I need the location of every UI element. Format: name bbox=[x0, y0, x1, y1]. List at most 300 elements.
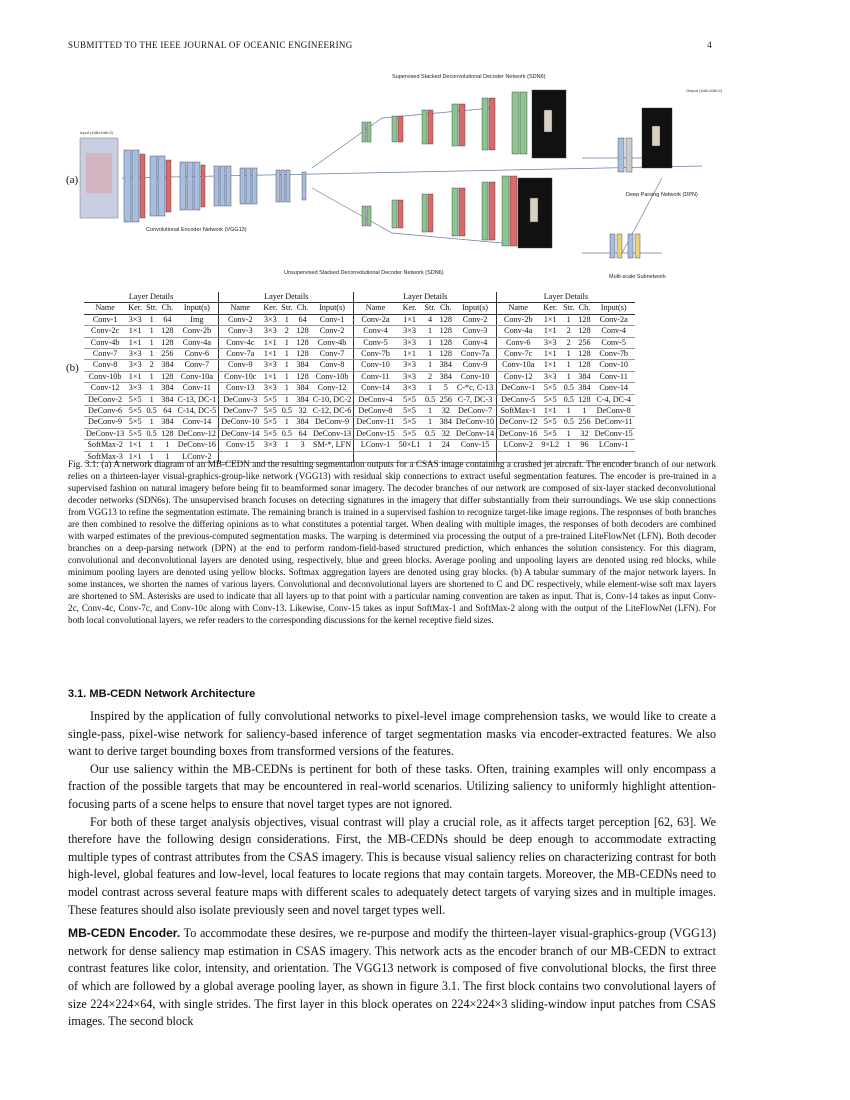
table-cell: 384 bbox=[296, 394, 309, 404]
table-cell: 3×3 bbox=[126, 349, 144, 360]
table-column-header: Name bbox=[84, 303, 126, 314]
table-cell: SoftMax-2 bbox=[84, 440, 126, 451]
table-cell: 0.5 bbox=[561, 417, 576, 428]
table-column-header: Ker. bbox=[539, 303, 561, 314]
table-cell: 3×3 bbox=[126, 383, 144, 394]
table-cell: 0.5 bbox=[422, 428, 437, 439]
table-cell: LConv-2 bbox=[497, 440, 540, 451]
table-cell: Conv-2 bbox=[454, 314, 497, 325]
table-cell: 3×3 bbox=[397, 326, 423, 337]
table-cell: Conv-11 bbox=[354, 371, 397, 382]
table-cell: 3×3 bbox=[261, 440, 279, 451]
table-cell: Conv-4b bbox=[84, 337, 126, 348]
table-cell: Conv-8 bbox=[311, 360, 354, 371]
table-cell: Conv-8 bbox=[84, 360, 126, 371]
table-cell: Conv-7a bbox=[454, 349, 497, 360]
table-cell: 5×5 bbox=[126, 417, 144, 428]
table-cell: 1 bbox=[279, 371, 294, 382]
table-cell: 5×5 bbox=[261, 428, 279, 439]
table-cell: 1 bbox=[144, 440, 159, 451]
table-cell: 1 bbox=[422, 440, 437, 451]
sdn-supervised-title: Supervised Stacked Deconvolutional Decoder Network (SDN6) bbox=[392, 74, 546, 80]
table-cell: 1 bbox=[279, 417, 294, 428]
table-cell: 4 bbox=[422, 314, 437, 325]
table-cell: Conv-11 bbox=[593, 371, 635, 382]
table-column-header: Name bbox=[219, 303, 262, 314]
sdn-unsupervised-title: Unsupervised Stacked Deconvolutional Decoder Network (SDN6) bbox=[284, 270, 444, 276]
layer-details-table bbox=[84, 292, 635, 463]
table-cell: DeConv-10 bbox=[219, 417, 262, 428]
table-cell: SM-*, LFN bbox=[311, 440, 354, 451]
table-cell: 128 bbox=[296, 371, 309, 381]
table-row bbox=[84, 417, 635, 428]
table-cell: 128 bbox=[578, 360, 591, 370]
table-cell: 1 bbox=[144, 349, 159, 360]
table-cell: 3×3 bbox=[261, 383, 279, 394]
table-cell: 384 bbox=[439, 360, 452, 370]
subsection-heading: MB-CEDN Encoder. bbox=[68, 926, 181, 941]
table-group-header: Layer Details bbox=[497, 292, 635, 303]
table-column-header: Input(s) bbox=[176, 303, 219, 314]
table-cell: 1×1 bbox=[539, 406, 561, 417]
table-row bbox=[84, 360, 635, 371]
table-cell: 1×1 bbox=[539, 314, 561, 325]
table-column-header: Ch. bbox=[159, 303, 175, 314]
section-heading: 3.1. MB-CEDN Network Architecture bbox=[68, 688, 256, 700]
table-cell: 3×3 bbox=[397, 383, 423, 394]
table-cell: Conv-9 bbox=[219, 360, 262, 371]
table-cell: DeConv-13 bbox=[311, 428, 354, 439]
table-cell: 1 bbox=[561, 371, 576, 382]
table-cell: 1 bbox=[279, 314, 294, 325]
table-cell: Conv-13 bbox=[219, 383, 262, 394]
table-cell: 5×5 bbox=[261, 394, 279, 405]
table-row bbox=[84, 349, 635, 360]
table-cell: 384 bbox=[161, 383, 174, 393]
table-cell: Conv-6 bbox=[176, 349, 219, 360]
table-cell: 64 bbox=[294, 428, 310, 439]
table-cell: 384 bbox=[161, 417, 174, 427]
table-cell: 1×1 bbox=[261, 337, 279, 348]
table-cell: Conv-4b bbox=[311, 337, 354, 348]
table-cell: 1×1 bbox=[261, 349, 279, 360]
table-cell: DeConv-9 bbox=[311, 417, 354, 428]
table-cell: Conv-4 bbox=[593, 326, 635, 337]
table-cell: 1 bbox=[422, 360, 437, 371]
table-cell: 5×5 bbox=[539, 394, 561, 405]
table-cell: LConv-1 bbox=[593, 440, 635, 451]
table-cell: DeConv-2 bbox=[84, 394, 126, 405]
table-cell: C-4, DC-4 bbox=[593, 394, 635, 405]
table-cell: 1×1 bbox=[539, 349, 561, 360]
table-cell: C-14, DC-5 bbox=[176, 406, 219, 417]
table-cell: Conv-14 bbox=[354, 383, 397, 394]
table-cell: 128 bbox=[161, 326, 174, 336]
table-column-header: Input(s) bbox=[593, 303, 635, 314]
table-column-header: Ch. bbox=[294, 303, 310, 314]
table-cell: DeConv-12 bbox=[176, 428, 219, 439]
table-cell: 384 bbox=[296, 383, 309, 393]
table-cell: 1 bbox=[279, 349, 294, 360]
table-cell: Conv-1 bbox=[84, 314, 126, 325]
table-cell: Conv-11 bbox=[176, 383, 219, 394]
table-cell: 1 bbox=[422, 326, 437, 337]
table-cell: 5 bbox=[438, 383, 454, 394]
paragraph: Inspired by the application of fully convolutional networks to pixel-level image comprehension tasks, we would like to create a single-pass, pixel-wise network for saliency-based inference of target segmentation masks via encoder-extracted features. We also want to derive target bounding boxes from transformed versions of the features. bbox=[68, 709, 716, 759]
table-cell: 5×5 bbox=[397, 428, 423, 439]
table-column-header: Name bbox=[497, 303, 540, 314]
table-cell: 32 bbox=[438, 406, 454, 417]
table-cell: 256 bbox=[439, 394, 452, 404]
table-cell: DeConv-16 bbox=[497, 428, 540, 439]
table-row bbox=[84, 383, 635, 394]
dpn-title: Deep Parsing Network (DPN) bbox=[626, 192, 698, 198]
table-cell: 3×3 bbox=[261, 360, 279, 371]
table-cell: 0.5 bbox=[422, 394, 437, 405]
table-cell: 2 bbox=[279, 326, 294, 337]
table-cell: 5×5 bbox=[126, 428, 144, 439]
table-cell: DeConv-7 bbox=[219, 406, 262, 417]
table-cell: 1 bbox=[422, 337, 437, 348]
table-cell: 384 bbox=[296, 417, 309, 427]
table-cell: 3×3 bbox=[539, 337, 561, 348]
table-cell: DeConv-16 bbox=[176, 440, 219, 451]
table-cell: 32 bbox=[576, 428, 592, 439]
table-cell: DeConv-15 bbox=[354, 428, 397, 439]
table-cell: DeConv-11 bbox=[593, 417, 635, 428]
table-cell: 1 bbox=[144, 371, 159, 382]
table-cell: Conv-5 bbox=[593, 337, 635, 348]
table-cell: Conv-7b bbox=[593, 349, 635, 360]
table-row bbox=[84, 337, 635, 348]
table-cell: 0.5 bbox=[279, 428, 294, 439]
table-cell: Conv-5 bbox=[354, 337, 397, 348]
table-cell: 1×1 bbox=[126, 326, 144, 337]
paragraph: Our use saliency within the MB-CEDNs is pertinent for both of these tasks. Often, training examples will only encompass a fraction of the possible targets that may be encountered in real-world scenarios. Utilizing saliency to uniformly highlight attention-focusing parts of a scene helps to ensure that novel target types are not ignored. bbox=[68, 761, 716, 811]
table-column-header: Str. bbox=[424, 303, 436, 313]
table-cell: DeConv-13 bbox=[86, 428, 125, 438]
table-cell: 50×L1 bbox=[398, 440, 421, 450]
table-cell: SoftMax-3 bbox=[84, 451, 126, 462]
table-cell: Conv-15 bbox=[454, 440, 497, 451]
table-row bbox=[84, 394, 635, 405]
table-cell: 64 bbox=[159, 314, 175, 325]
table-cell: Conv-2a bbox=[354, 314, 397, 325]
table-row bbox=[84, 326, 635, 337]
table-cell: 128 bbox=[439, 326, 452, 336]
table-cell: 2 bbox=[144, 360, 159, 371]
table-cell: Conv-4a bbox=[497, 326, 540, 337]
table-cell: 1×1 bbox=[539, 326, 561, 337]
table-cell: Conv-4a bbox=[176, 337, 219, 348]
table-row bbox=[84, 428, 635, 439]
table-cell: 3×3 bbox=[261, 314, 279, 325]
table-cell: Conv-10a bbox=[176, 371, 219, 382]
table-column-header: Ch. bbox=[438, 303, 454, 314]
table-cell: 384 bbox=[439, 371, 452, 381]
table-cell: Conv-2 bbox=[311, 326, 354, 337]
table-cell: SoftMax-1 bbox=[497, 406, 540, 417]
table-cell: 128 bbox=[439, 314, 452, 324]
table-cell: 128 bbox=[296, 326, 309, 336]
table-cell: 3×3 bbox=[126, 360, 144, 371]
table-cell: Conv-14 bbox=[176, 417, 219, 428]
table-cell: 128 bbox=[296, 337, 309, 347]
table-cell: Conv-12 bbox=[84, 383, 126, 394]
table-cell: C-*c, C-13 bbox=[454, 383, 497, 394]
table-column-header: Ker. bbox=[263, 303, 278, 313]
table-cell: 1 bbox=[144, 337, 159, 348]
table-cell: 1 bbox=[279, 360, 294, 371]
table-cell: 1 bbox=[279, 394, 294, 405]
table-cell: 1 bbox=[159, 451, 175, 462]
table-cell: DeConv-12 bbox=[497, 417, 540, 428]
table-cell: 128 bbox=[439, 349, 452, 359]
multiscale-title: Multi-scale Subnetwork bbox=[609, 274, 666, 280]
table-cell: DeConv-4 bbox=[354, 394, 397, 405]
table-row bbox=[84, 440, 635, 451]
section-body bbox=[68, 708, 716, 1031]
table-cell: DeConv-5 bbox=[497, 394, 540, 405]
table-cell: Conv-10a bbox=[497, 360, 540, 371]
input-label: Input (448×448×3) bbox=[80, 130, 113, 135]
table-cell: 24 bbox=[438, 440, 454, 451]
table-cell: 0.5 bbox=[279, 406, 294, 417]
table-cell: 96 bbox=[576, 440, 592, 451]
table-cell: 1 bbox=[159, 440, 175, 451]
table-cell: Conv-10 bbox=[454, 371, 497, 382]
table-cell: 128 bbox=[578, 349, 591, 359]
table-cell: 5×5 bbox=[539, 428, 561, 439]
table-cell: Conv-2a bbox=[593, 314, 635, 325]
table-cell: Conv-7 bbox=[176, 360, 219, 371]
table-cell: 5×5 bbox=[261, 406, 279, 417]
encoder-title: Convolutional Encoder Network (VGG13) bbox=[146, 227, 247, 233]
table-cell: 384 bbox=[161, 394, 174, 404]
table-cell: 1 bbox=[561, 440, 576, 451]
table-cell: DeConv-7 bbox=[454, 406, 497, 417]
table-cell: 1 bbox=[144, 394, 159, 405]
table-cell: 256 bbox=[578, 337, 591, 347]
table-cell: 0.5 bbox=[561, 394, 576, 405]
table-cell: 1 bbox=[422, 406, 437, 417]
table-cell: 128 bbox=[161, 337, 174, 347]
table-cell: 128 bbox=[578, 394, 591, 404]
table-cell: 2 bbox=[561, 337, 576, 348]
table-cell: 1×1 bbox=[126, 337, 144, 348]
table-cell: 0.5 bbox=[144, 428, 159, 439]
paragraph: For both of these target analysis objectives, visual contrast will play a crucial role, as it affects target perception [62, 63]. We therefore have the following design considerations. First, the MB-CEDNs should be deep enough to accommodate extracting multiple types of contrast attributes from the CSAS imagery. This is because visual saliency relies on characterizing contrast for both high-level, global features and low-level, local features to locate regions that may contain targets. Moreover, the MB-CEDNs need to model contrast across several feature maps with different scales to adequately detect targets of varying sizes and in multiple images. These features should also isolate previously seen and novel target types well. bbox=[68, 814, 716, 917]
figure-label-a: (a) bbox=[66, 174, 79, 186]
table-cell: 0.5 bbox=[144, 406, 159, 417]
table-cell: 1×1 bbox=[539, 360, 561, 371]
table-cell: Img bbox=[176, 314, 219, 325]
table-cell: Conv-2c bbox=[84, 326, 126, 337]
table-cell: 1 bbox=[561, 349, 576, 360]
table-cell: 0.5 bbox=[561, 383, 576, 394]
table-cell: Conv-10 bbox=[593, 360, 635, 371]
table-cell: 1 bbox=[279, 440, 294, 451]
table-cell: 1 bbox=[144, 314, 159, 325]
table-cell: 5×5 bbox=[397, 417, 423, 428]
table-cell: Conv-4 bbox=[454, 337, 497, 348]
table-cell: Conv-2b bbox=[176, 326, 219, 337]
table-cell: 3×3 bbox=[539, 371, 561, 382]
table-cell: 3×3 bbox=[397, 360, 423, 371]
table-cell: 384 bbox=[161, 360, 174, 370]
table-column-header: Str. bbox=[146, 303, 158, 313]
table-cell: Conv-4 bbox=[354, 326, 397, 337]
table-cell: DeConv-1 bbox=[497, 383, 540, 394]
table-cell: 128 bbox=[161, 371, 174, 381]
table-cell: 128 bbox=[578, 326, 591, 336]
table-cell: 5×5 bbox=[539, 417, 561, 428]
subsection-text: To accommodate these desires, we re-purpose and modify the thirteen-layer visual-graphics-group (VGG13) network for dense saliency map estimation in CSAS imagery. This network acts as the encoder branch of our MB-CEDN to extract contrast features like color, intensity, and orientation. The VGG13 network is composed of five convolutional blocks, the first three of which are followed by a global average pooling layer, as shown in figure 3.1. The first block contains two convolutional layers of size 224×224×64, with single strides. The first layer in this block operates on 224×224×3 sliding-window input patches from CSAS images. The second block bbox=[68, 926, 716, 1029]
table-cell: DeConv-9 bbox=[84, 417, 126, 428]
table-cell: 3×3 bbox=[261, 326, 279, 337]
table-cell: 1 bbox=[422, 349, 437, 360]
table-cell: Conv-10 bbox=[354, 360, 397, 371]
table-cell: Conv-2b bbox=[497, 314, 540, 325]
table-cell: 3×3 bbox=[126, 314, 144, 325]
table-cell: Conv-7a bbox=[219, 349, 262, 360]
table-group-header: Layer Details bbox=[219, 292, 354, 303]
table-cell: Conv-7c bbox=[497, 349, 540, 360]
table-cell: 5×5 bbox=[539, 383, 561, 394]
figure-label-b: (b) bbox=[66, 362, 79, 374]
table-cell: 1×1 bbox=[397, 314, 423, 325]
table-cell: Conv-12 bbox=[311, 383, 354, 394]
table-cell: 1×1 bbox=[126, 440, 144, 451]
table-cell: 1 bbox=[144, 326, 159, 337]
table-cell: 256 bbox=[578, 417, 591, 427]
table-cell: 128 bbox=[161, 428, 174, 438]
table-cell: 5×5 bbox=[261, 417, 279, 428]
table-cell: 9×L2 bbox=[541, 440, 560, 450]
table-cell: 3 bbox=[294, 440, 310, 451]
table-cell: 1 bbox=[561, 428, 576, 439]
table-cell: 5×5 bbox=[126, 394, 144, 405]
table-cell: 5×5 bbox=[397, 406, 423, 417]
table-cell: 1 bbox=[422, 417, 437, 428]
table-cell: 64 bbox=[294, 314, 310, 325]
table-cell: 1×1 bbox=[261, 371, 279, 382]
table-cell: Conv-7 bbox=[84, 349, 126, 360]
table-cell: 32 bbox=[438, 428, 454, 439]
table-cell: Conv-10c bbox=[219, 371, 262, 382]
table-cell: Conv-10b bbox=[84, 371, 126, 382]
table-cell: 1×1 bbox=[126, 451, 144, 462]
table-column-header: Ker. bbox=[128, 303, 143, 313]
table-column-header: Ker. bbox=[397, 303, 423, 314]
table-cell: DeConv-10 bbox=[454, 417, 497, 428]
table-cell: 384 bbox=[578, 383, 591, 393]
table-cell: DeConv-8 bbox=[354, 406, 397, 417]
table-cell: 3×3 bbox=[397, 337, 423, 348]
table-cell: DeConv-11 bbox=[354, 417, 397, 428]
table-cell: 128 bbox=[439, 337, 452, 347]
table-cell: Conv-2 bbox=[219, 314, 262, 325]
table-cell: Conv-7b bbox=[354, 349, 397, 360]
table-cell: Conv-3 bbox=[219, 326, 262, 337]
table-cell: 1 bbox=[561, 360, 576, 371]
table-cell: Conv-4c bbox=[219, 337, 262, 348]
table-cell: Conv-9 bbox=[454, 360, 497, 371]
table-cell: 1×1 bbox=[126, 371, 144, 382]
table-cell: 1 bbox=[576, 406, 592, 417]
table-cell: Conv-12 bbox=[497, 371, 540, 382]
running-header bbox=[68, 40, 712, 50]
table-cell: 1 bbox=[144, 417, 159, 428]
table-cell: 384 bbox=[296, 360, 309, 370]
table-cell: 64 bbox=[159, 406, 175, 417]
page-number: 4 bbox=[707, 40, 712, 50]
table-cell: 1 bbox=[144, 451, 159, 462]
table-group-header: Layer Details bbox=[354, 292, 497, 303]
table-cell: LConv-2 bbox=[176, 451, 219, 462]
table-cell: DeConv-6 bbox=[84, 406, 126, 417]
table-cell: 128 bbox=[296, 349, 309, 359]
table-cell: 1 bbox=[422, 383, 437, 394]
table-cell: 5×5 bbox=[126, 406, 144, 417]
table-cell: 3×3 bbox=[397, 371, 423, 382]
figure-caption: Fig. 3.1: (a) A network diagram of an MB-CEDN and the resulting segmentation outputs for a CSAS image containing a crashed jet aircraft. The encoder branch of our network relies on a thirteen-layer visual-graphics-group-like network (VGG13) with residual skip connections to extract useful segmentation features. The encoder is pre-trained in a supervised fashion on natural imagery before being fit to beamformed sonar imagery. The decoder branches of our network are composed of six-layer stacked deconvolutional decoder networks (SDN6s). The unsupervised branch focuses on detecting signatures in the imagery that differ substantially from their surroundings. We use skip connections from VGG13 to refine the segmentation estimate. The remaining branch is trained in a supervised fashion to recognize target-like image regions. The responses of both branches are then combined to resolve the differing opinions as to what constitutes a potential target. When dealing with multiple images, the responses of both decoders are combined with warped estimates of the previous-computed segmentation masks. The warping is determined via processing the output of a pre-trained LiteFlowNet (LFN). Both decoder branches on a deep-parsing network (DPN) at the end to perform random-field-based structured prediction, which enhances the solution consistency. For this diagram, convolutional and deconvolutional layers are denoted using, respectively, blue and green blocks. Average pooling and unpooling layers are denoted using red blocks, while minimum pooling layers are denoted using yellow blocks. Softmax aggregation layers are denoted using gray blocks. (b) A tabular summary of the major network layers. In some instances, we shorten the names of various layers. Convolutional and deconvolutional layers are shortened to C and DC respectively, while element-wise soft max layers are shortened to SM. Asterisks are used to indicate that all layers up to that point with a particular naming convention are taken as input. That is, Conv-14 takes as input Conv-2c, Conv-4c, Conv-7c, and Conv-10c along with Conv-13. Likewise, Conv-15 takes as input SoftMax-1 and SoftMax-2 along with the output of the LiteFlowNet (LFN). For both local convolutional layers, we refer readers to the corresponding discussions for the kernel receptive field sizes. bbox=[68, 459, 716, 625]
table-cell: DeConv-3 bbox=[219, 394, 262, 405]
table-cell: Conv-3 bbox=[454, 326, 497, 337]
table-cell: Conv-6 bbox=[497, 337, 540, 348]
table-row bbox=[84, 314, 635, 325]
table-cell: DeConv-8 bbox=[593, 406, 635, 417]
table-cell: 256 bbox=[161, 349, 174, 359]
output-label: Output (448×448×2) bbox=[686, 88, 722, 93]
table-cell: Conv-1 bbox=[311, 314, 354, 325]
table-cell: C-13, DC-1 bbox=[176, 394, 219, 405]
table-cell: 5×5 bbox=[397, 394, 423, 405]
table-cell: 1 bbox=[561, 314, 576, 325]
table-cell: C-7, DC-3 bbox=[454, 394, 497, 405]
table-cell: 128 bbox=[578, 314, 591, 324]
table-cell: 1×1 bbox=[397, 349, 423, 360]
table-column-header: Input(s) bbox=[454, 303, 497, 314]
table-cell: 1 bbox=[279, 383, 294, 394]
subsection-paragraph bbox=[68, 925, 716, 1031]
table-column-header: Str. bbox=[563, 303, 575, 313]
table-column-header: Input(s) bbox=[311, 303, 354, 314]
table-cell: Conv-7 bbox=[311, 349, 354, 360]
table-cell: Conv-10b bbox=[311, 371, 354, 382]
table-cell: 1 bbox=[144, 383, 159, 394]
table-column-header: Str. bbox=[281, 303, 293, 313]
table-cell: C-12, DC-6 bbox=[311, 406, 354, 417]
table-column-header: Name bbox=[354, 303, 397, 314]
table-cell: Conv-15 bbox=[219, 440, 262, 451]
table-column-header: Ch. bbox=[576, 303, 592, 314]
table-group-header: Layer Details bbox=[84, 292, 219, 303]
table-cell: DeConv-14 bbox=[454, 428, 497, 439]
journal-name: SUBMITTED TO THE IEEE JOURNAL OF OCEANIC ENGINEERING bbox=[68, 40, 353, 50]
table-cell: 1 bbox=[279, 337, 294, 348]
table-cell: LConv-1 bbox=[354, 440, 397, 451]
table-cell: 384 bbox=[578, 371, 591, 381]
table-cell: Conv-14 bbox=[593, 383, 635, 394]
table-cell: 384 bbox=[439, 417, 452, 427]
table-cell: C-10, DC-2 bbox=[311, 394, 354, 405]
table-row bbox=[84, 406, 635, 417]
table-cell: 1 bbox=[561, 406, 576, 417]
table-row bbox=[84, 371, 635, 382]
table-cell: 2 bbox=[422, 371, 437, 382]
network-diagram bbox=[62, 58, 722, 286]
